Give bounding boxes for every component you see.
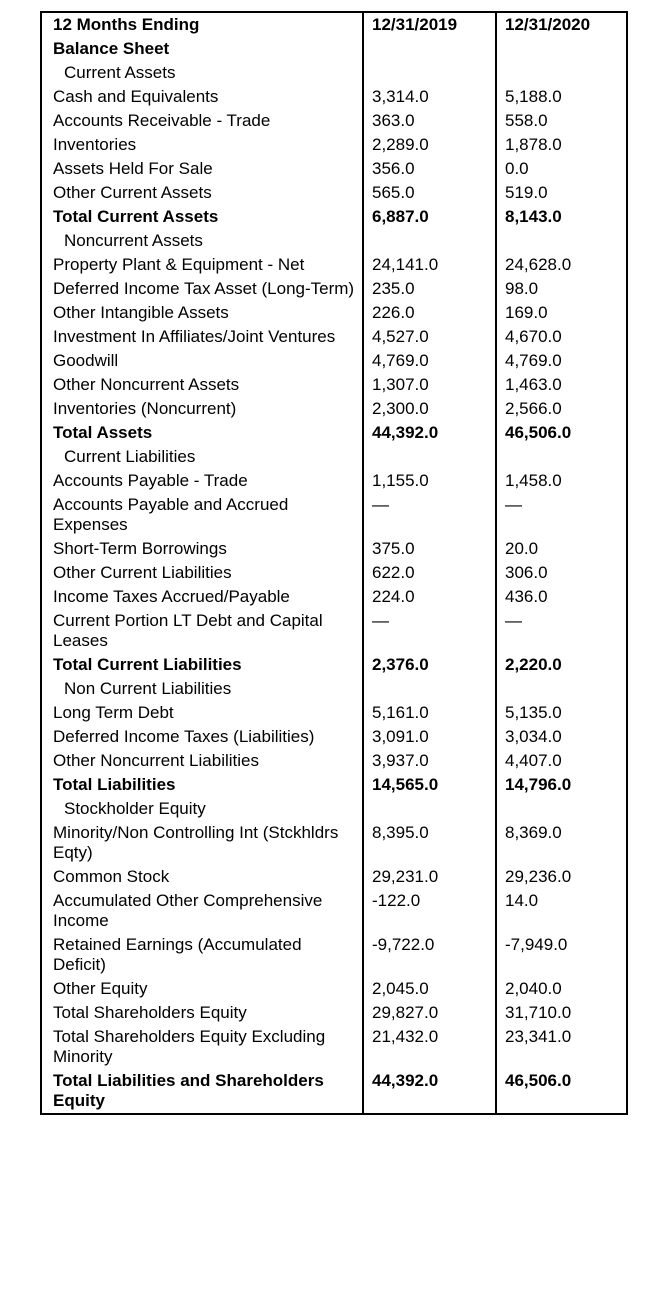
row-label: Total Liabilities and Shareholders Equity: [53, 1071, 324, 1110]
value-2020: [495, 445, 626, 469]
value-2019: 6,887.0: [362, 205, 495, 229]
table-row: [42, 797, 626, 821]
value-2020: 8,143.0: [495, 205, 626, 229]
table-row: [42, 609, 626, 653]
table-row: [42, 253, 626, 277]
value-2019: —: [362, 609, 495, 653]
row-label: Total Current Assets: [53, 207, 219, 226]
value-2020: -7,949.0: [495, 933, 626, 977]
value-2019: [362, 797, 495, 821]
value-2019: 44,392.0: [362, 1069, 495, 1113]
value-2019: 2,300.0: [362, 397, 495, 421]
row-label: Retained Earnings (Accumulated Deficit): [53, 935, 302, 974]
row-label: Current Liabilities: [64, 447, 196, 466]
value-2020: [495, 37, 626, 61]
table-row: [42, 37, 626, 61]
value-2019: 21,432.0: [362, 1025, 495, 1069]
value-2020: 3,034.0: [495, 725, 626, 749]
row-label: Total Assets: [53, 423, 153, 442]
table-row: [42, 1001, 626, 1025]
value-2020: 4,670.0: [495, 325, 626, 349]
value-2019: —: [362, 493, 495, 537]
value-2020: 8,369.0: [495, 821, 626, 865]
table-row: [42, 205, 626, 229]
value-2020: 1,463.0: [495, 373, 626, 397]
value-2019: 14,565.0: [362, 773, 495, 797]
table-row: [42, 537, 626, 561]
value-2020: 2,040.0: [495, 977, 626, 1001]
value-2019: 2,376.0: [362, 653, 495, 677]
value-2019: 24,141.0: [362, 253, 495, 277]
value-2020: 98.0: [495, 277, 626, 301]
table-body: [42, 37, 626, 1113]
row-label: Other Equity: [53, 979, 148, 998]
value-2019: 1,307.0: [362, 373, 495, 397]
value-2020: 46,506.0: [495, 421, 626, 445]
table-row: [42, 701, 626, 725]
value-2020: 46,506.0: [495, 1069, 626, 1113]
table-row: [42, 277, 626, 301]
value-2019: 3,314.0: [362, 85, 495, 109]
value-2019: 235.0: [362, 277, 495, 301]
value-2019: -122.0: [362, 889, 495, 933]
table-row: [42, 821, 626, 865]
row-label: Inventories (Noncurrent): [53, 399, 237, 418]
header-col-2019: 12/31/2019: [362, 13, 495, 37]
row-label: Total Liabilities: [53, 775, 176, 794]
table-row: [42, 61, 626, 85]
row-label: Income Taxes Accrued/Payable: [53, 587, 290, 606]
value-2020: 2,566.0: [495, 397, 626, 421]
value-2019: 3,091.0: [362, 725, 495, 749]
row-label: Current Assets: [64, 63, 176, 82]
row-label: Common Stock: [53, 867, 170, 886]
value-2020: 23,341.0: [495, 1025, 626, 1069]
table-row: [42, 469, 626, 493]
value-2020: 5,135.0: [495, 701, 626, 725]
value-2020: 4,769.0: [495, 349, 626, 373]
value-2019: 5,161.0: [362, 701, 495, 725]
table-row: [42, 773, 626, 797]
value-2020: —: [495, 493, 626, 537]
row-label: Property Plant & Equipment - Net: [53, 255, 305, 274]
row-label: Goodwill: [53, 351, 119, 370]
balance-sheet-table: [40, 11, 628, 1115]
value-2020: 5,188.0: [495, 85, 626, 109]
table-row: [42, 445, 626, 469]
row-label: Deferred Income Taxes (Liabilities): [53, 727, 315, 746]
row-label: Accounts Payable and Accrued Expenses: [53, 495, 289, 534]
value-2020: —: [495, 609, 626, 653]
value-2019: 565.0: [362, 181, 495, 205]
row-label: Other Current Liabilities: [53, 563, 232, 582]
table-row: [42, 181, 626, 205]
row-label: Other Intangible Assets: [53, 303, 229, 322]
row-label: Assets Held For Sale: [53, 159, 213, 178]
table-row: [42, 1025, 626, 1069]
value-2019: 1,155.0: [362, 469, 495, 493]
table-header-row: [42, 13, 626, 37]
value-2019: 4,527.0: [362, 325, 495, 349]
value-2020: 436.0: [495, 585, 626, 609]
row-label: Deferred Income Tax Asset (Long-Term): [53, 279, 355, 298]
table-row: [42, 397, 626, 421]
value-2020: 4,407.0: [495, 749, 626, 773]
table-row: [42, 1069, 626, 1113]
row-label: Other Noncurrent Assets: [53, 375, 240, 394]
value-2019: 363.0: [362, 109, 495, 133]
value-2019: 622.0: [362, 561, 495, 585]
table-row: [42, 889, 626, 933]
value-2019: [362, 229, 495, 253]
value-2020: [495, 677, 626, 701]
row-label: Accounts Payable - Trade: [53, 471, 248, 490]
value-2019: [362, 445, 495, 469]
value-2020: 20.0: [495, 537, 626, 561]
value-2020: 0.0: [495, 157, 626, 181]
value-2019: -9,722.0: [362, 933, 495, 977]
value-2020: 24,628.0: [495, 253, 626, 277]
table-row: [42, 865, 626, 889]
table-row: [42, 933, 626, 977]
row-label: Other Noncurrent Liabilities: [53, 751, 259, 770]
value-2020: 306.0: [495, 561, 626, 585]
value-2019: 375.0: [362, 537, 495, 561]
value-2019: 29,231.0: [362, 865, 495, 889]
header-col-2020: 12/31/2020: [495, 13, 626, 37]
row-label: Long Term Debt: [53, 703, 174, 722]
row-label: Balance Sheet: [53, 39, 170, 58]
table-row: [42, 157, 626, 181]
value-2020: 558.0: [495, 109, 626, 133]
row-label: Inventories: [53, 135, 137, 154]
value-2019: [362, 677, 495, 701]
value-2020: [495, 61, 626, 85]
row-label: Total Current Liabilities: [53, 655, 242, 674]
row-label: Stockholder Equity: [64, 799, 206, 818]
value-2019: 4,769.0: [362, 349, 495, 373]
table-row: [42, 653, 626, 677]
table-row: [42, 493, 626, 537]
value-2020: [495, 229, 626, 253]
value-2020: 519.0: [495, 181, 626, 205]
value-2019: 8,395.0: [362, 821, 495, 865]
table-row: [42, 301, 626, 325]
value-2019: 44,392.0: [362, 421, 495, 445]
table-row: [42, 421, 626, 445]
row-label: Accounts Receivable - Trade: [53, 111, 271, 130]
value-2019: 3,937.0: [362, 749, 495, 773]
table-row: [42, 85, 626, 109]
value-2019: 226.0: [362, 301, 495, 325]
value-2020: 29,236.0: [495, 865, 626, 889]
table-row: [42, 677, 626, 701]
value-2020: 14.0: [495, 889, 626, 933]
table-row: [42, 325, 626, 349]
value-2019: 224.0: [362, 585, 495, 609]
value-2019: 29,827.0: [362, 1001, 495, 1025]
table-row: [42, 229, 626, 253]
value-2020: 31,710.0: [495, 1001, 626, 1025]
row-label: Total Shareholders Equity: [53, 1003, 247, 1022]
table-row: [42, 725, 626, 749]
value-2019: 2,045.0: [362, 977, 495, 1001]
table-row: [42, 749, 626, 773]
row-label: Minority/Non Controlling Int (Stckhldrs Eqty): [53, 823, 339, 862]
table-row: [42, 133, 626, 157]
value-2020: [495, 797, 626, 821]
value-2020: 1,878.0: [495, 133, 626, 157]
row-label: Other Current Assets: [53, 183, 212, 202]
value-2019: 2,289.0: [362, 133, 495, 157]
value-2019: [362, 37, 495, 61]
table-row: [42, 561, 626, 585]
row-label: Investment In Affiliates/Joint Ventures: [53, 327, 336, 346]
value-2020: 14,796.0: [495, 773, 626, 797]
value-2020: 1,458.0: [495, 469, 626, 493]
table-row: [42, 109, 626, 133]
table-row: [42, 977, 626, 1001]
row-label: Non Current Liabilities: [64, 679, 232, 698]
value-2019: [362, 61, 495, 85]
row-label: Noncurrent Assets: [64, 231, 203, 250]
table-row: [42, 373, 626, 397]
row-label: Short-Term Borrowings: [53, 539, 227, 558]
table-row: [42, 349, 626, 373]
row-label: Accumulated Other Comprehensive Income: [53, 891, 323, 930]
header-label: 12 Months Ending: [53, 15, 200, 34]
row-label: Total Shareholders Equity Excluding Minority: [53, 1027, 326, 1066]
row-label: Cash and Equivalents: [53, 87, 219, 106]
table-row: [42, 585, 626, 609]
value-2020: 2,220.0: [495, 653, 626, 677]
value-2020: 169.0: [495, 301, 626, 325]
row-label: Current Portion LT Debt and Capital Leases: [53, 611, 323, 650]
value-2019: 356.0: [362, 157, 495, 181]
